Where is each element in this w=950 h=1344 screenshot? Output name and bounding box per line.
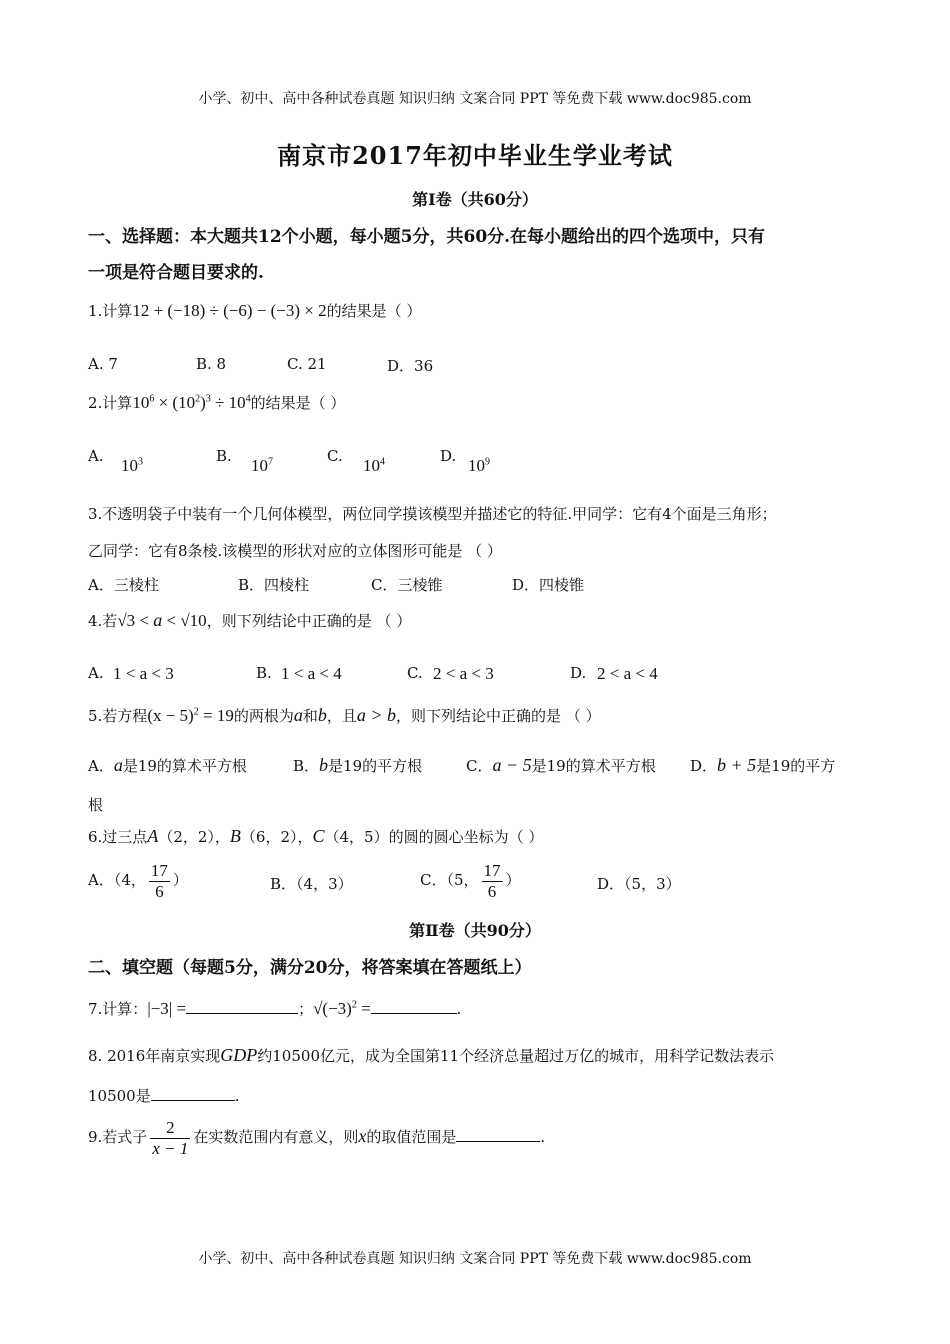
q4-option-a: 1 < a < 3 [113, 664, 174, 683]
q1-option-b: B. 8 [196, 355, 227, 373]
q2-prefix: 2.计算 [88, 394, 133, 412]
q3-line1: 3.不透明袋子中装有一个几何体模型，两位同学摸该模型并描述它的特征.甲同学：它有4个面是三角形； [88, 505, 777, 523]
part1-heading: 第Ⅰ卷（共60分） [412, 190, 538, 209]
q3-option-c: C．三棱锥 [371, 576, 443, 594]
question-6: 6.过三点A（2，2），B（6，2），C（4，5）的圆的圆心坐标为（ ） [88, 826, 544, 846]
q2-option-b: $10^7$ [251, 456, 273, 475]
q6-option-b: B．（4，3） [270, 875, 353, 893]
question-2 [88, 392, 345, 413]
q4-option-a-label: A. [88, 664, 104, 682]
q4-option-b-label: B. [256, 664, 272, 682]
q6-option-d: D．（5，3） [597, 875, 681, 893]
q4-option-c: 2 < a < 3 [433, 664, 494, 683]
q3-option-a: A．三棱柱 [88, 576, 159, 594]
q5-option-d-wrap: 根 [88, 796, 104, 814]
q1-option-a: A. 7 [88, 355, 118, 373]
q2-option-a: $10^3$ [121, 456, 143, 475]
q4-prefix: 4.若 [88, 612, 118, 630]
q7-answer-blank-1[interactable] [186, 997, 298, 1014]
q5-option-d: D．b + 5是19的平方 [690, 755, 836, 775]
q9-answer-blank[interactable] [456, 1125, 540, 1142]
q1-expression: 12 + (−18) ÷ (−6) − (−3) × 2 [132, 301, 327, 320]
q2-option-d: $10^9$ [468, 456, 490, 475]
q1-option-d: D．36 [387, 357, 434, 375]
q2-option-c-label: C. [327, 447, 343, 465]
q3-option-b: B．四棱柱 [238, 576, 310, 594]
q1-suffix: 的结果是（ ） [326, 302, 422, 320]
q5-option-a: A．a是19的算术平方根 [88, 755, 247, 775]
q2-suffix: 的结果是（ ） [250, 394, 346, 412]
part2-heading: 第Ⅱ卷（共90分） [409, 921, 541, 940]
q8-answer-blank[interactable] [151, 1084, 235, 1101]
question-4 [88, 610, 411, 631]
q4-option-b: 1 < a < 4 [281, 664, 342, 683]
q6-option-c: C．（5， $\frac{17}{6}$ ） [420, 860, 521, 901]
q5-option-b: B．b是19的平方根 [293, 755, 423, 775]
q3-option-d: D．四棱锥 [512, 576, 585, 594]
question-5: 5.若方程$(x - 5)^2 = 19$的两根为a和b，且a > b，则下列结论中正确的是 （ ） [88, 705, 601, 725]
section1-instructions-line1: 一、选择题：本大题共12个小题，每小题5分，共60分.在每小题给出的四个选项中，只有 [88, 227, 766, 247]
q5-option-c: C．a − 5是19的算术平方根 [466, 755, 656, 775]
section1-instructions-line2: 一项是符合题目要求的. [88, 263, 264, 283]
q2-expression: $10^6 \times (10^2)^3 \div 10^4$ [132, 393, 251, 412]
page-footer: 小学、初中、高中各种试卷真题 知识归纳 文案合同 PPT 等免费下载 www.doc985.com [198, 1251, 752, 1267]
q2-option-b-label: B. [216, 447, 232, 465]
q2-option-a-label: A. [88, 447, 104, 465]
q4-option-d: 2 < a < 4 [597, 664, 658, 683]
question-7: 7.计算：|−3| = ；$√(-3)^2$ = . [88, 999, 462, 1018]
q8-line1: 8. 2016年南京实现GDP约10500亿元，成为全国第11个经济总量超过万亿的城市，用科学记数法表示 [88, 1045, 775, 1065]
q2-option-d-label: D. [440, 447, 457, 465]
q4-option-c-label: C. [407, 664, 423, 682]
q7-answer-blank-2[interactable] [371, 997, 457, 1014]
section2-instructions: 二、填空题（每题5分，满分20分，将答案填在答题纸上） [88, 958, 532, 978]
exam-title: 南京市2017年初中毕业生学业考试 [277, 141, 673, 170]
question-9: 9.若式子 $\frac{2}{x - 1}$ 在实数范围内有意义，则x的取值范围是 . [88, 1117, 546, 1158]
page-header: 小学、初中、高中各种试卷真题 知识归纳 文案合同 PPT 等免费下载 www.doc985.com [198, 91, 752, 107]
q3-line2: 乙同学：它有8条棱.该模型的形状对应的立体图形可能是 （ ） [88, 542, 502, 560]
q4-expression: √3 < a < √10 [117, 610, 207, 630]
question-1 [88, 300, 421, 321]
q4-suffix: ，则下列结论中正确的是 （ ） [206, 612, 412, 630]
q1-prefix: 1.计算 [88, 302, 133, 320]
q8-line2: 10500是 . [88, 1084, 240, 1106]
q1-option-c: C. 21 [287, 355, 327, 373]
q6-option-a: A．（4， $\frac{17}{6}$ ） [88, 860, 188, 901]
q4-option-d-label: D. [570, 664, 587, 682]
q2-option-c: $10^4$ [363, 456, 385, 475]
